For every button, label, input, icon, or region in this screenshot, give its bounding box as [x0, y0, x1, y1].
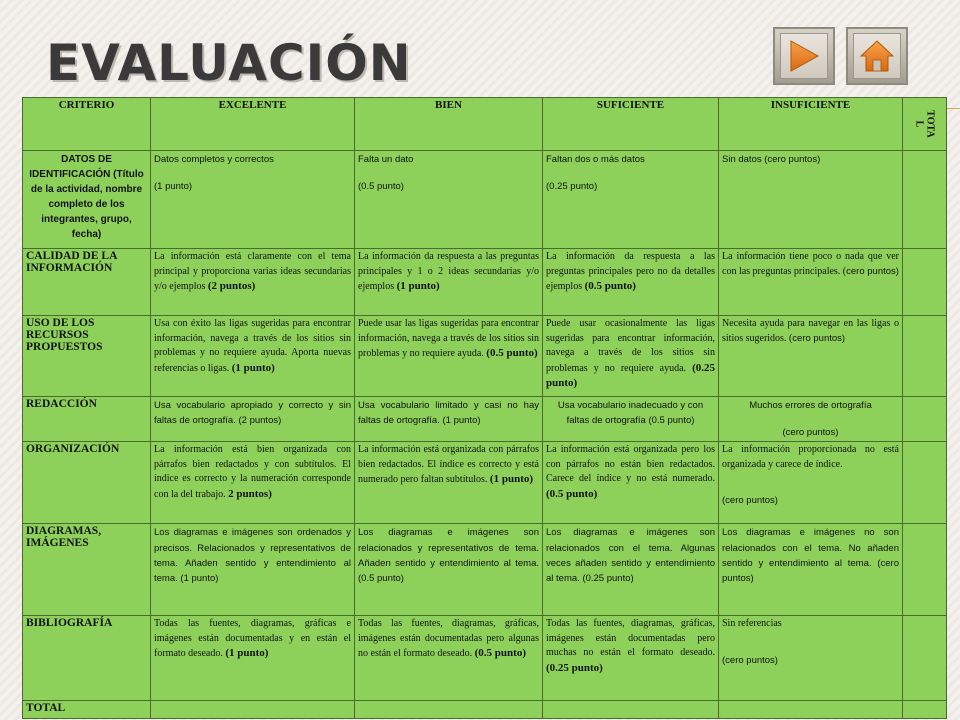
descriptor-text: La información está claramente con el tema principal y proporciona varias ideas secundarias y/o ejemplos — [154, 251, 351, 292]
points-text: (0.25 punto) — [546, 661, 603, 674]
descriptor-text: Todas las fuentes, diagramas, gráficas, imágenes están documentadas pero algunas no están el formato deseado. — [358, 618, 539, 660]
total-sum-cell — [903, 701, 947, 719]
page-title: EVALUACIÓN — [46, 34, 412, 92]
insuficiente-cell — [719, 316, 903, 397]
insuficiente-cell — [719, 524, 903, 616]
suficiente-cell — [543, 616, 719, 701]
points-text: cero puntos) — [846, 265, 899, 277]
total-suficiente-cell — [543, 701, 719, 719]
header-insuficiente: INSUFICIENTE — [719, 98, 903, 151]
descriptor-text: Los diagramas e imágenes son relacionados con el tema. Algunas veces añaden sentido y entendimiento al tema. — [546, 527, 715, 584]
table-row — [23, 316, 947, 397]
points-text: (cero puntos) — [722, 495, 778, 507]
points-text: (1 punto) — [489, 473, 534, 486]
descriptor-text: Usa con éxito las ligas sugeridas para encontrar información, navega a través de los sitios sin problemas y no requiere ayuda. Aporta nuevas referencias o ligas. — [154, 318, 351, 374]
points-text: cero puntos) — [767, 154, 821, 165]
descriptor-text: Datos completos y correctos — [154, 154, 274, 165]
header-criterio: CRITERIO — [23, 98, 151, 151]
descriptor-text: Puede usar las ligas sugeridas para encontrar información, navega a través de los sitios sin problemas y no requiere ayuda. — [358, 318, 539, 359]
insuficiente-cell — [719, 397, 903, 442]
points-text: (0.5 punto) — [648, 415, 695, 427]
points-text: (0.25 punto) — [546, 181, 598, 193]
header-suficiente: SUFICIENTE — [543, 98, 719, 151]
header-total-line2: L — [913, 120, 925, 128]
total-cell — [903, 442, 947, 524]
points-text: (1 punto) — [154, 181, 193, 193]
excelente-cell — [151, 524, 355, 616]
home-icon — [859, 39, 895, 73]
points-text: cero puntos) — [792, 332, 846, 344]
descriptor-text: Faltan dos o más datos — [546, 154, 645, 165]
criterio-cell: REDACCIÓN — [23, 397, 151, 442]
points-text: (1 punto) — [231, 361, 275, 374]
criterio-cell: DIAGRAMAS, IMÁGENES — [23, 524, 151, 616]
table-row — [23, 151, 947, 249]
descriptor-text: Todas las fuentes, diagramas, gráficas, imágenes están documentadas pero muchas no están el formato deseado. — [546, 618, 715, 659]
total-cell — [903, 151, 947, 249]
bien-cell — [355, 249, 543, 316]
descriptor-text: Falta un dato — [358, 154, 414, 165]
home-button[interactable] — [846, 27, 908, 85]
descriptor-text: Puede usar ocasionalmente las ligas sugeridas para encontrar información, navega a través de los sitios sin problemas y no requiere ayuda. — [546, 318, 715, 374]
table-row — [23, 397, 947, 442]
descriptor-text: Usa vocabulario apropiado y correcto y sin faltas de ortografía. — [154, 400, 351, 427]
points-text: (cero puntos) — [722, 654, 778, 666]
descriptor-text: Los diagramas e imágenes son relacionados y representativos de tema. Añaden sentido y entendimiento al tema. — [358, 527, 539, 569]
points-text: (0.5 punto) — [546, 487, 598, 500]
table-row — [23, 524, 947, 616]
header-excelente: EXCELENTE — [151, 98, 355, 151]
excelente-cell — [151, 151, 355, 249]
criterio-cell: DATOS DE IDENTIFICACIÓN (Título de la actividad, nombre completo de los integrantes, grupo, fecha) — [23, 151, 151, 249]
header-total — [903, 98, 947, 151]
descriptor-text: La información da respuesta a las preguntas principales pero no da detalles ejemplos — [546, 251, 715, 292]
descriptor-text: La información está organizada pero los con párrafos no están bien redactados. Carece del índice y no está numerado. — [546, 444, 715, 485]
total-cell — [903, 524, 947, 616]
descriptor-text: La información está bien organizada con párrafos bien redactados y con subtítulos. El índice es correcto y la numeración corresponde con la del trabajo. — [154, 444, 351, 500]
points-text: (1 punto) — [225, 647, 269, 660]
descriptor-text: Necesita ayuda para navegar en las ligas o sitios sugeridos. ( — [722, 318, 899, 344]
excelente-cell — [151, 249, 355, 316]
header-total-line1: TOTA — [924, 110, 936, 138]
descriptor-text: Los diagramas e imágenes no son relacionados con el tema. No añaden sentido y entendimiento al tema. ( — [722, 527, 899, 569]
descriptor-text: Todas las fuentes, diagramas, gráficas e imágenes están documentadas y en están el formato deseado. — [154, 618, 351, 660]
suficiente-cell — [543, 151, 719, 249]
points-text: (1 punto) — [180, 572, 219, 584]
play-icon — [787, 39, 821, 73]
points-text: (0.5 punto) — [584, 280, 636, 292]
header-bien: BIEN — [355, 98, 543, 151]
bien-cell — [355, 316, 543, 397]
home-button-face — [853, 33, 901, 79]
total-row — [23, 701, 947, 719]
points-text: (0.5 punto) — [474, 647, 526, 660]
descriptor-text: Muchos errores de ortografía — [749, 400, 872, 411]
excelente-cell — [151, 616, 355, 701]
points-text: (0.5 punto) — [486, 347, 538, 359]
total-cell — [903, 616, 947, 701]
total-insuficiente-cell — [719, 701, 903, 719]
total-cell — [903, 316, 947, 397]
bien-cell — [355, 524, 543, 616]
total-bien-cell — [355, 701, 543, 719]
criterio-cell: USO DE LOS RECURSOS PROPUESTOS — [23, 316, 151, 397]
descriptor-text: La información da respuesta a las preguntas principales y 1 o 2 ideas secundarias y/o ejemplos — [358, 251, 539, 292]
next-button[interactable] — [773, 27, 835, 85]
total-cell — [903, 249, 947, 316]
insuficiente-cell — [719, 442, 903, 524]
bien-cell — [355, 616, 543, 701]
points-text: (0.5 punto) — [358, 181, 404, 193]
points-text: (0.25 punto) — [546, 361, 715, 390]
bien-cell — [355, 442, 543, 524]
descriptor-text: La información está organizada con párrafos bien redactados. El índice es correcto y está numerado pero faltan subtítulos. — [358, 444, 539, 486]
descriptor-text: Usa vocabulario inadecuado y con faltas de ortografía — [557, 400, 704, 427]
table-row — [23, 442, 947, 524]
excelente-cell — [151, 316, 355, 397]
descriptor-text: Sin datos ( — [722, 154, 768, 165]
total-excelente-cell — [151, 701, 355, 719]
descriptor-text: Sin referencias — [722, 618, 782, 630]
points-text: (2 puntos) — [207, 280, 256, 292]
excelente-cell — [151, 397, 355, 442]
criterio-cell: ORGANIZACIÓN — [23, 442, 151, 524]
descriptor-text: La información proporcionada no está organizada y carece de índice. — [722, 444, 899, 470]
total-cell — [903, 397, 947, 442]
suficiente-cell — [543, 316, 719, 397]
suficiente-cell — [543, 442, 719, 524]
criterio-cell: CALIDAD DE LA INFORMACIÓN — [23, 249, 151, 316]
descriptor-text: Los diagramas e imágenes son ordenados y precisos. Relacionados y representativos de tema. Añaden sentido y entendimiento al tema. — [154, 527, 351, 584]
points-text: (0.25 punto) — [582, 572, 634, 584]
suficiente-cell — [543, 524, 719, 616]
evaluation-rubric-table — [22, 97, 947, 719]
suficiente-cell — [543, 249, 719, 316]
bien-cell — [355, 397, 543, 442]
insuficiente-cell — [719, 151, 903, 249]
header-total-text — [913, 110, 935, 137]
table-row — [23, 616, 947, 701]
table-row — [23, 249, 947, 316]
points-text: (cero puntos) — [782, 427, 839, 439]
bien-cell — [355, 151, 543, 249]
insuficiente-cell — [719, 616, 903, 701]
excelente-cell — [151, 442, 355, 524]
total-label: TOTAL — [23, 701, 151, 719]
descriptor-text: La información tiene poco o nada que ver con las preguntas principales. ( — [722, 251, 899, 277]
points-text: (1 punto) — [442, 415, 481, 427]
header-row — [23, 98, 947, 151]
criterio-cell: BIBLIOGRAFÍA — [23, 616, 151, 701]
insuficiente-cell — [719, 249, 903, 316]
points-text: 2 puntos) — [228, 487, 272, 500]
points-text: cero puntos) — [722, 557, 899, 584]
suficiente-cell — [543, 397, 719, 442]
descriptor-text: Usa vocabulario limitado y casi no hay faltas de ortografía. — [358, 400, 539, 427]
points-text: (1 punto) — [396, 280, 440, 292]
points-text: (2 puntos) — [238, 415, 282, 427]
points-text: (0.5 punto) — [358, 572, 404, 584]
next-button-face — [780, 33, 828, 79]
